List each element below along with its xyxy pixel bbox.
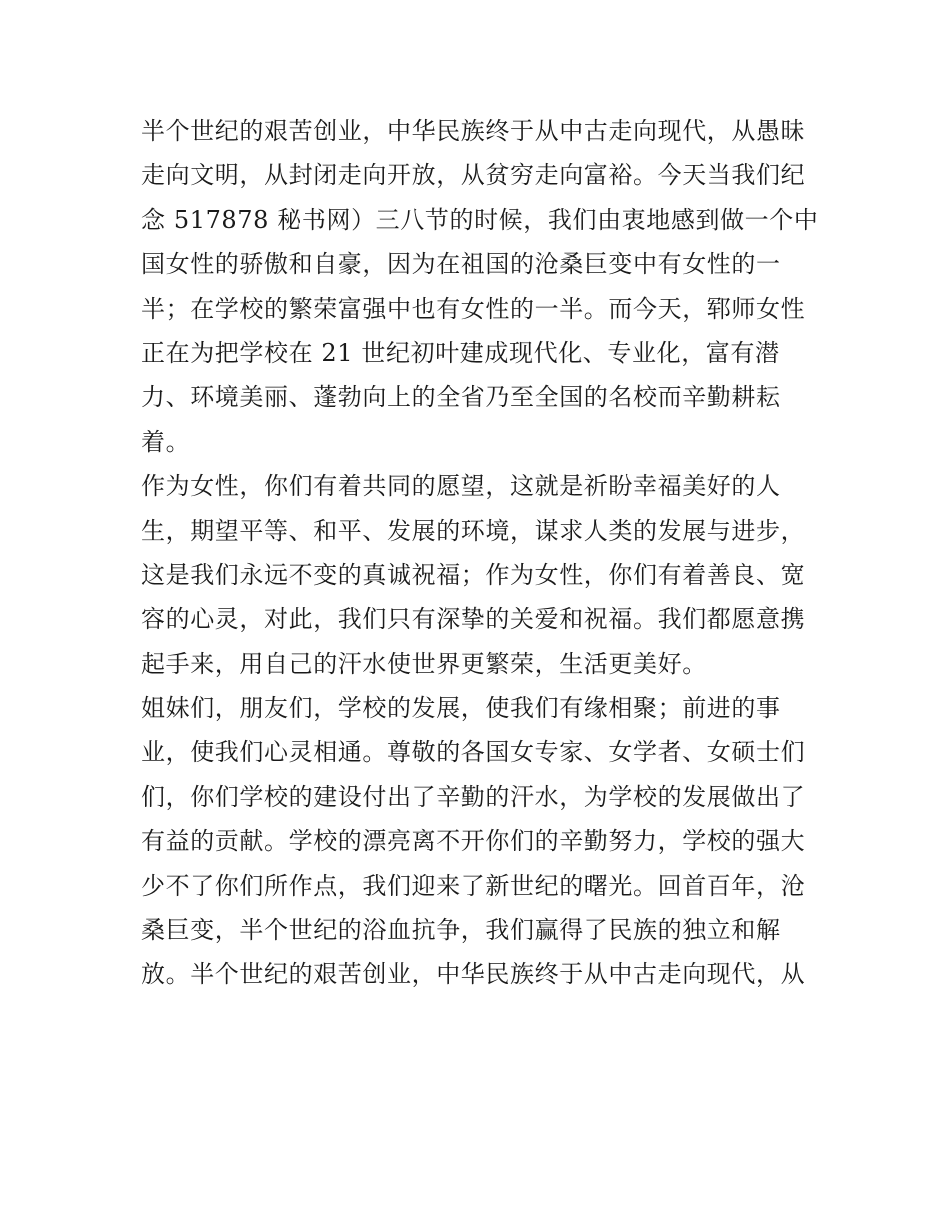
- text-line: 业，使我们心灵相通。尊敬的各国女专家、女学者、女硕士们: [141, 738, 806, 767]
- text-line: 少不了你们所作点，我们迎来了新世纪的曙光。回首百年，沧: [141, 871, 806, 900]
- text-line: 走向文明，从封闭走向开放，从贫穷走向富裕。今天当我们纪: [141, 161, 806, 190]
- text-line: 姐妹们，朋友们，学校的发展，使我们有缘相聚；前进的事: [141, 694, 781, 723]
- text-line: 作为女性，你们有着共同的愿望，这就是祈盼幸福美好的人: [141, 472, 781, 501]
- text-line: 着。: [141, 427, 191, 456]
- text-line: 们，你们学校的建设付出了辛勤的汗水，为学校的发展做出了: [141, 782, 806, 811]
- text-line: 念 517878 秘书网）三八节的时候，我们由衷地感到做一个中: [141, 205, 819, 234]
- text-line: 有益的贡献。学校的漂亮离不开你们的辛勤努力，学校的强大: [141, 827, 806, 856]
- text-line: 这是我们永远不变的真诚祝福；作为女性，你们有着善良、宽: [141, 560, 806, 589]
- text-line: 起手来，用自己的汗水使世界更繁荣，生活更美好。: [141, 649, 707, 678]
- text-line: 半个世纪的艰苦创业，中华民族终于从中古走向现代，从愚昧: [141, 117, 806, 145]
- text-line: 放。半个世纪的艰苦创业，中华民族终于从中古走向现代，从: [141, 960, 806, 989]
- text-line: 国女性的骄傲和自豪，因为在祖国的沧桑巨变中有女性的一: [141, 250, 781, 279]
- text-line: 正在为把学校在 21 世纪初叶建成现代化、专业化，富有潜: [141, 338, 780, 367]
- text-line: 桑巨变，半个世纪的浴血抗争，我们赢得了民族的独立和解: [141, 916, 781, 945]
- text-line: 半；在学校的繁荣富强中也有女性的一半。而今天，郓师女性: [141, 294, 806, 323]
- text-line: 容的心灵，对此，我们只有深挚的关爱和祝福。我们都愿意携: [141, 605, 806, 634]
- text-line: 力、环境美丽、蓬勃向上的全省乃至全国的名校而辛勤耕耘: [141, 383, 781, 412]
- document-body: [141, 109, 821, 997]
- text-line: 生，期望平等、和平、发展的环境，谋求人类的发展与进步，: [141, 516, 806, 545]
